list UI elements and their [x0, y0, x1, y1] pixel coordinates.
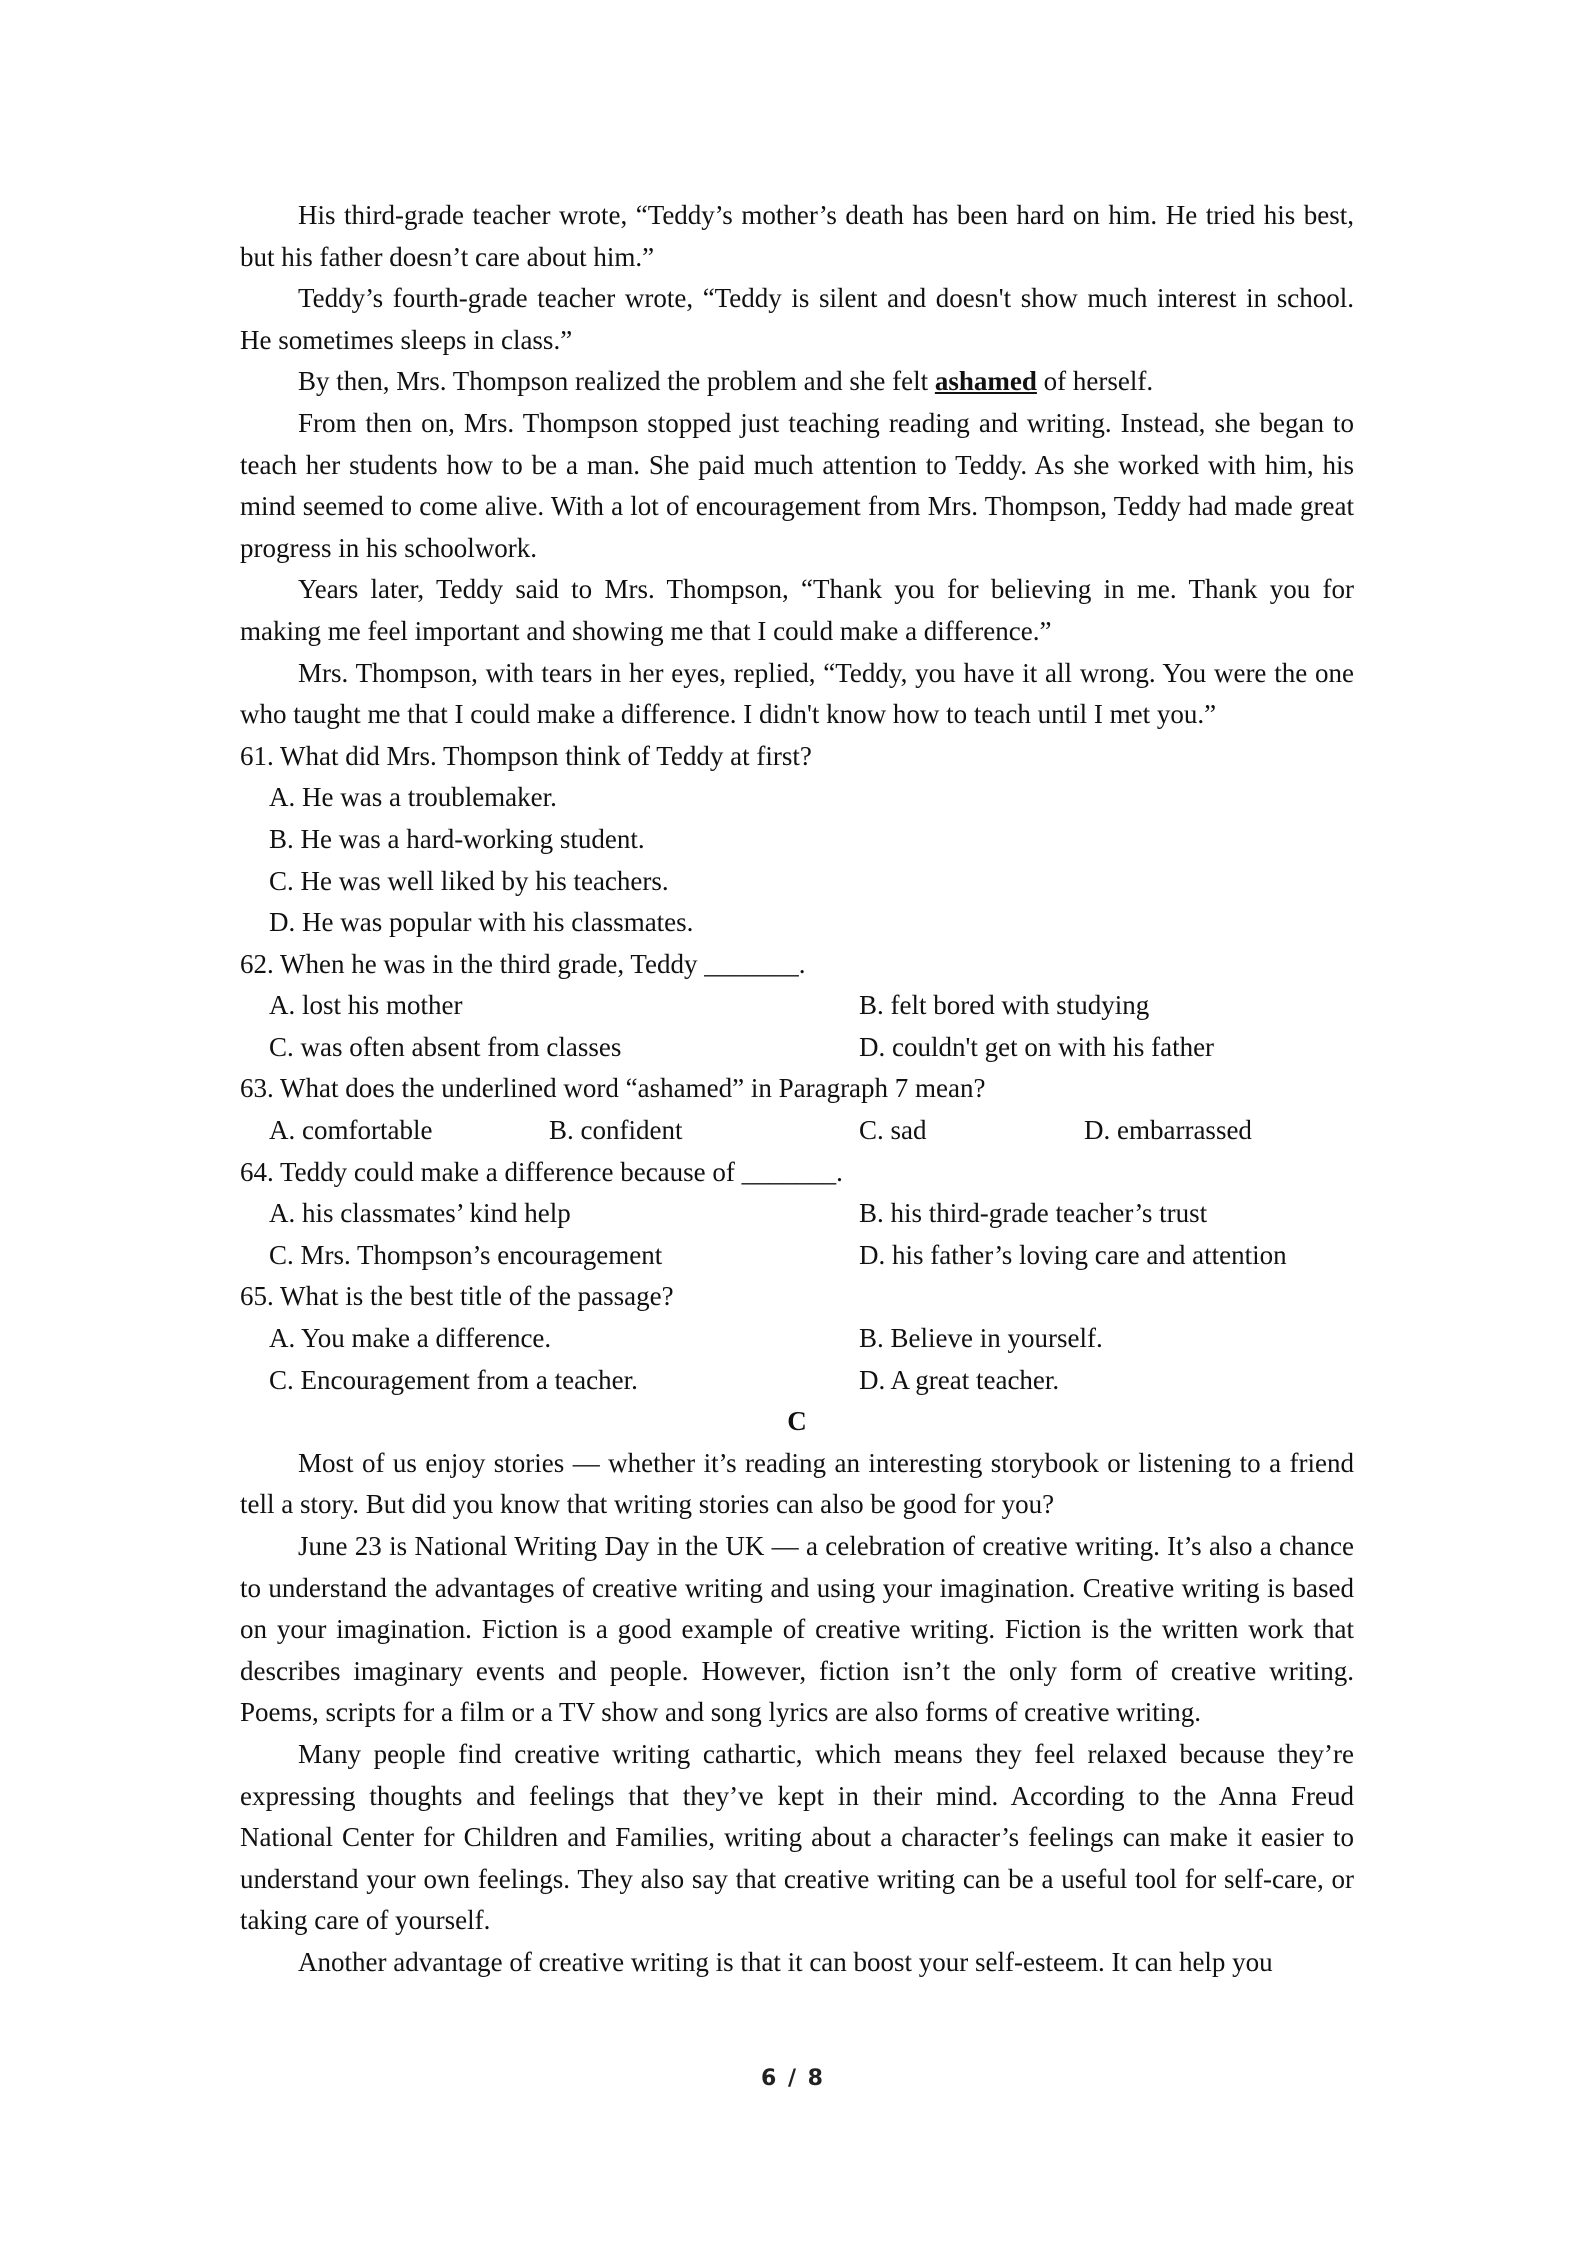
section-heading: C — [787, 1406, 807, 1437]
question-options — [240, 1193, 1354, 1276]
question-stem: 63. What does the underlined word “ashamed” in Paragraph 7 mean? — [240, 1073, 986, 1104]
option: B. He was a hard-working student. — [269, 823, 645, 854]
option-row — [269, 1027, 1354, 1069]
option: D. his father’s loving care and attention — [859, 1239, 1287, 1270]
paragraph-text: of herself. — [1036, 366, 1154, 397]
option: D. A great teacher. — [859, 1364, 1060, 1395]
question-stem: 62. When he was in the third grade, Teddy _______. — [240, 948, 806, 979]
question-stem: 65. What is the best title of the passage? — [240, 1281, 674, 1312]
option: C. was often absent from classes — [269, 1031, 622, 1062]
option: A. his classmates’ kind help — [269, 1198, 571, 1229]
option: B. his third-grade teacher’s trust — [859, 1198, 1208, 1229]
passage-c-paragraph: June 23 is National Writing Day in the UK — a celebration of creative writing. It’s also a chance to understand the advantages of creative writing and using your imagination. Creative writing is based on your imagination. Fiction is a good example of creative writing. Fiction is the written work that describes imaginary events and people. However, fiction isn’t the only form of creative writing. Poems, scripts for a film or a TV show and song lyrics are also forms of creative writing. — [240, 1531, 1354, 1728]
option: B. Believe in yourself. — [859, 1323, 1103, 1354]
option: A. comfortable — [269, 1115, 433, 1146]
question-options — [240, 1110, 1354, 1152]
passage-b-paragraph: Mrs. Thompson, with tears in her eyes, replied, “Teddy, you have it all wrong. You were the one who taught me that I could make a difference. I didn't know how to teach until I met you.” — [240, 657, 1354, 730]
option-row — [269, 1235, 1354, 1277]
passage-c-paragraph: Another advantage of creative writing is that it can boost your self-esteem. It can help you — [298, 1946, 1273, 1977]
option-row — [269, 1110, 1354, 1152]
option: A. lost his mother — [269, 990, 463, 1021]
passage-b-paragraph: His third-grade teacher wrote, “Teddy’s mother’s death has been hard on him. He tried his best, but his father doesn’t care about him.” — [240, 200, 1354, 272]
option: D. couldn't get on with his father — [859, 1031, 1215, 1062]
option-row — [269, 985, 1354, 1027]
option: C. He was well liked by his teachers. — [269, 865, 669, 896]
option: C. Encouragement from a teacher. — [269, 1364, 638, 1395]
passage-c-paragraph: Many people find creative writing cathartic, which means they feel relaxed because they’re expressing thoughts and feelings that they’ve kept in their mind. According to the Anna Freud National Center for Children and Families, writing about a character’s feelings can make it easier to understand your own feelings. They also say that creative writing can be a useful tool for self-care, or taking care of yourself. — [240, 1738, 1354, 1936]
option: A. You make a difference. — [269, 1323, 552, 1354]
passage-b-paragraph — [240, 361, 1354, 403]
page-content — [240, 195, 1354, 1984]
option-row — [269, 1318, 1354, 1360]
paragraph-text: By then, Mrs. Thompson realized the problem and she felt — [298, 366, 935, 397]
passage-b-paragraph: From then on, Mrs. Thompson stopped just teaching reading and writing. Instead, she began to teach her students how to be a man. She paid much attention to Teddy. As she worked with him, his mind seemed to come alive. With a lot of encouragement from Mrs. Thompson, Teddy had made great progress in his schoolwork. — [240, 407, 1354, 563]
question-stem: 64. Teddy could make a difference because of _______. — [240, 1156, 843, 1187]
question-options — [240, 985, 1354, 1068]
question-stem: 61. What did Mrs. Thompson think of Teddy at first? — [240, 740, 812, 771]
page-number: 6 / 8 — [761, 2066, 825, 2091]
passage-c-paragraph: Most of us enjoy stories — whether it’s reading an interesting storybook or listening to a friend tell a story. But did you know that writing stories can also be good for you? — [240, 1447, 1354, 1520]
option: A. He was a troublemaker. — [269, 782, 557, 813]
option: B. felt bored with studying — [859, 990, 1150, 1021]
underlined-word: ashamed — [934, 366, 1037, 397]
option: D. He was popular with his classmates. — [269, 907, 694, 938]
passage-b-paragraph: Years later, Teddy said to Mrs. Thompson, “Thank you for believing in me. Thank you for making me feel important and showing me that I could make a difference.” — [240, 574, 1354, 646]
option-row — [269, 1360, 1354, 1402]
question-options — [240, 777, 1354, 943]
option: D. embarrassed — [1084, 1115, 1252, 1146]
option: B. confident — [549, 1115, 683, 1146]
option: C. Mrs. Thompson’s encouragement — [269, 1239, 663, 1270]
passage-b-paragraph: Teddy’s fourth-grade teacher wrote, “Teddy is silent and doesn't show much interest in school. He sometimes sleeps in class.” — [240, 283, 1354, 355]
question-options — [240, 1318, 1354, 1401]
option: C. sad — [859, 1115, 927, 1146]
option-row — [269, 1193, 1354, 1235]
